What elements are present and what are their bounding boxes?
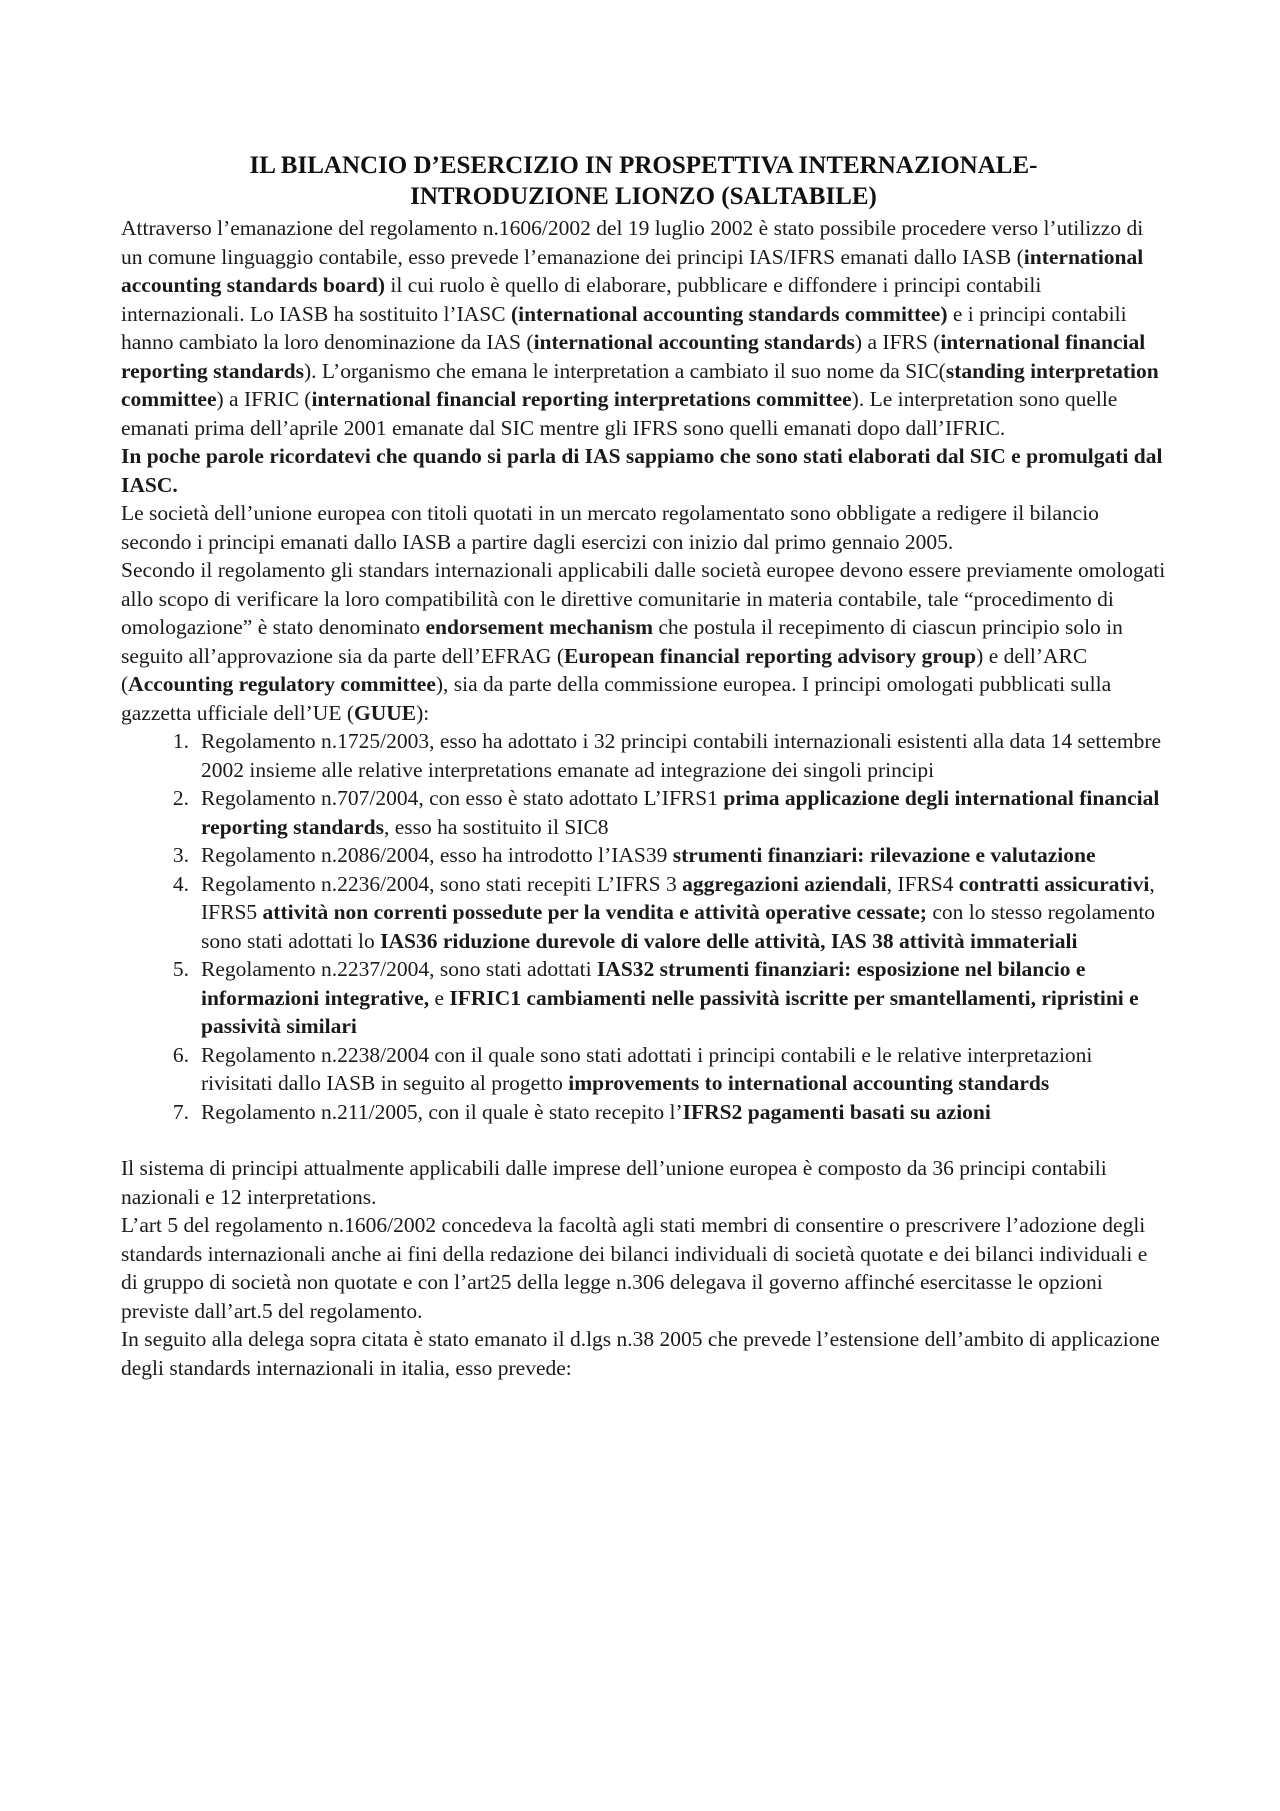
spacer xyxy=(121,1126,1166,1154)
list-item: 5. Regolamento n.2237/2004, sono stati adottati IAS32 strumenti finanziari: esposizione nel bilancio e informazioni integrative, e IFRIC1 cambiamenti nelle passività iscritte per smantellamenti, ripristini e passività similari xyxy=(172,957,1139,1038)
paragraph-summary-note: In poche parole ricordatevi che quando si parla di IAS sappiamo che sono stati elaborati dal SIC e promulgati dal IASC. xyxy=(121,444,1163,497)
list-item: 4. Regolamento n.2236/2004, sono stati recepiti L’IFRS 3 aggregazioni aziendali, IFRS4 contratti assicurativi, IFRS5 attività non correnti possedute per la vendita e attività operative cessate; con lo stesso regolamento sono stati adottati lo IAS36 riduzione durevole di valore delle attività, IAS 38 attività immateriali xyxy=(172,871,1156,953)
document-page xyxy=(121,150,1166,1382)
paragraph-dlgs-38: In seguito alla delega sopra citata è stato emanato il d.lgs n.38 2005 che prevede l’estensione dell’ambito di applicazione degli standards internazionali in italia, esso prevede: xyxy=(121,1327,1160,1380)
title-line-1: IL BILANCIO D’ESERCIZIO IN PROSPETTIVA INTERNAZIONALE- xyxy=(249,152,1038,179)
paragraph-endorsement: Secondo il regolamento gli standars internazionali applicabili dalle società europee devono essere previamente omologati allo scopo di verificare la loro compatibilità con le direttive comunitarie in materia contabile, tale “procedimento di omologazione” è stato denominato endorsement mechanism che postula il recepimento di ciascun principio solo in seguito all’approvazione sia da parte dell’EFRAG (European financial reporting advisory group) e dell’ARC (Accounting regulatory committee), sia da parte della commissione europea. I principi omologati pubblicati sulla gazzetta ufficiale dell’UE (GUUE): xyxy=(121,558,1166,725)
list-item: 6. Regolamento n.2238/2004 con il quale sono stati adottati i principi contabili e le relative interpretazioni rivisitati dallo IASB in seguito al progetto improvements to international accounting standards xyxy=(172,1042,1093,1095)
paragraph-eu-companies: Le società dell’unione europea con titoli quotati in un mercato regolamentato sono obbligate a redigere il bilancio secondo i principi emanati dallo IASB a partire dagli esercizi con inizio dal primo gennaio 2005. xyxy=(121,501,1099,554)
document-title xyxy=(121,150,1166,212)
paragraph-principles-count: Il sistema di principi attualmente applicabili dalle imprese dell’unione europea è composto da 36 principi contabili nazionali e 12 interpretations. xyxy=(121,1156,1107,1209)
paragraph-art5: L’art 5 del regolamento n.1606/2002 concedeva la facoltà agli stati membri di consentire o prescrivere l’adozione degli standards internazionali anche ai fini della redazione dei bilanci individuali di società quotate e dei bilanci individuali e di gruppo di società non quotate e con l’art25 della legge n.306 delegava il governo affinché esercitasse le opzioni previste dall’art.5 del regolamento. xyxy=(121,1213,1148,1323)
list-item: 3. Regolamento n.2086/2004, esso ha introdotto l’IAS39 strumenti finanziari: rilevazione e valutazione xyxy=(172,843,1096,867)
list-item: 2. Regolamento n.707/2004, con esso è stato adottato L’IFRS1 prima applicazione degli international financial reporting standards, esso ha sostituito il SIC8 xyxy=(172,786,1160,839)
paragraph-ias-ifrs-intro: Attraverso l’emanazione del regolamento n.1606/2002 del 19 luglio 2002 è stato possibile procedere verso l’utilizzo di un comune linguaggio contabile, esso prevede l’emanazione dei principi IAS/IFRS emanati dallo IASB (international accounting standards board) il cui ruolo è quello di elaborare, pubblicare e diffondere i principi contabili internazionali. Lo IASB ha sostituito l’IASC (international accounting standards committee) e i principi contabili hanno cambiato la loro denominazione da IAS (international accounting standards) a IFRS (international financial reporting standards). L’organismo che emana le interpretation a cambiato il suo nome da SIC(standing interpretation committee) a IFRIC (international financial reporting interpretations committee). Le interpretation sono quelle emanati prima dell’aprile 2001 emanate dal SIC mentre gli IFRS sono quelli emanati dopo dall’IFRIC. xyxy=(121,216,1159,440)
list-item: 1. Regolamento n.1725/2003, esso ha adottato i 32 principi contabili internazionali esistenti alla data 14 settembre 2002 insieme alle relative interpretations emanate ad integrazione dei singoli principi xyxy=(172,729,1162,782)
title-line-2: INTRODUZIONE LIONZO (SALTABILE) xyxy=(410,183,877,210)
list-item: 7. Regolamento n.211/2005, con il quale è stato recepito l’IFRS2 pagamenti basati su azioni xyxy=(172,1099,991,1124)
regulations-list xyxy=(121,727,1166,1126)
